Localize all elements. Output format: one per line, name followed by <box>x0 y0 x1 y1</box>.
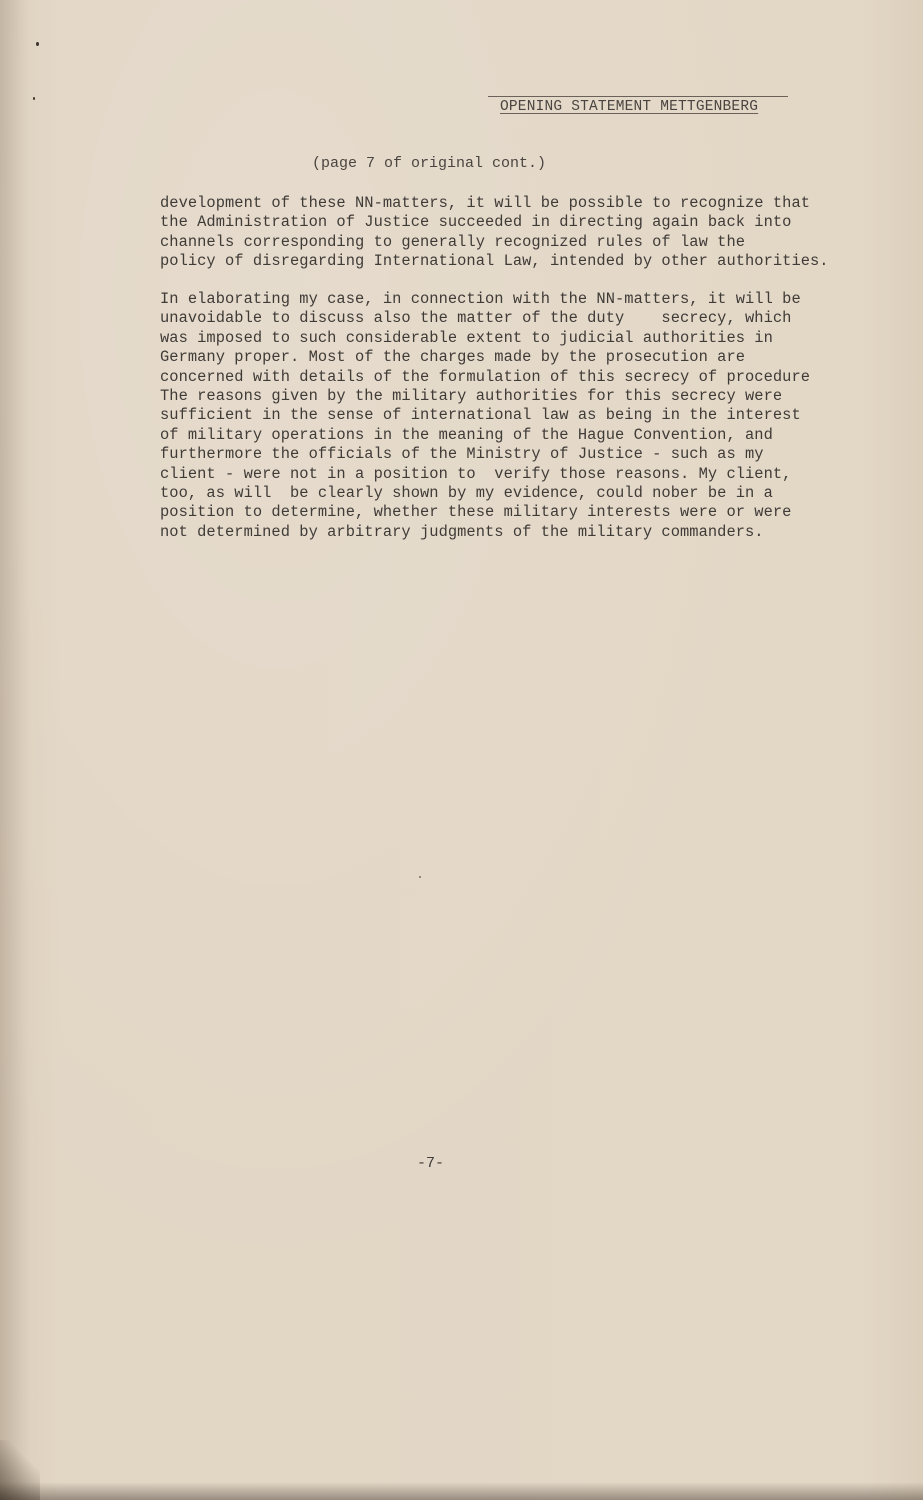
paper-left-edge-shading <box>0 0 30 1500</box>
text-line: In elaborating my case, in connection with the NN-matters, it will be <box>160 290 801 308</box>
text-line: channels corresponding to generally recognized rules of law the <box>160 232 746 251</box>
paragraph-2 <box>160 290 880 542</box>
text-line: concerned with details of the formulation of this secrecy of procedure <box>160 367 811 386</box>
text-line: was imposed to such considerable extent to judicial authorities in <box>160 328 773 347</box>
text-line: sufficient in the sense of international law as being in the interest <box>160 406 801 425</box>
punch-mark <box>33 97 35 100</box>
paper-bottom-edge-shadow <box>0 1482 923 1500</box>
text-line: not determined by arbitrary judgments of the military commanders. <box>160 522 764 541</box>
header-title: OPENING STATEMENT METTGENBERG <box>500 99 759 115</box>
text-line: client - were not in a position to verify those reasons. My client, <box>160 464 792 483</box>
text-line: furthermore the officials of the Ministry of Justice - such as my <box>160 445 764 464</box>
text-line: development of these NN-matters, it will be possible to recognize that <box>160 194 811 212</box>
text-line: The reasons given by the military authorities for this secrecy were <box>160 387 783 406</box>
paper-speck <box>419 876 421 878</box>
page-number: -7- <box>417 1155 445 1172</box>
page-continuation-note: (page 7 of original cont.) <box>312 155 547 172</box>
punch-mark <box>36 42 39 46</box>
text-line: of military operations in the meaning of the Hague Convention, and <box>160 425 773 444</box>
document-header <box>488 98 788 116</box>
paragraph-1 <box>160 194 880 272</box>
header-rule <box>488 96 788 97</box>
text-line: position to determine, whether these military interests were or were <box>160 503 792 522</box>
text-line: unavoidable to discuss also the matter of the duty secrecy, which <box>160 309 792 328</box>
text-line: too, as will be clearly shown by my evidence, could nober be in a <box>160 484 773 503</box>
text-line: Germany proper. Most of the charges made by the prosecution are <box>160 348 746 367</box>
text-line: policy of disregarding International Law, intended by other authorities. <box>160 252 829 271</box>
text-line: the Administration of Justice succeeded in directing again back into <box>160 213 792 232</box>
paper-corner-shadow <box>0 1440 40 1500</box>
